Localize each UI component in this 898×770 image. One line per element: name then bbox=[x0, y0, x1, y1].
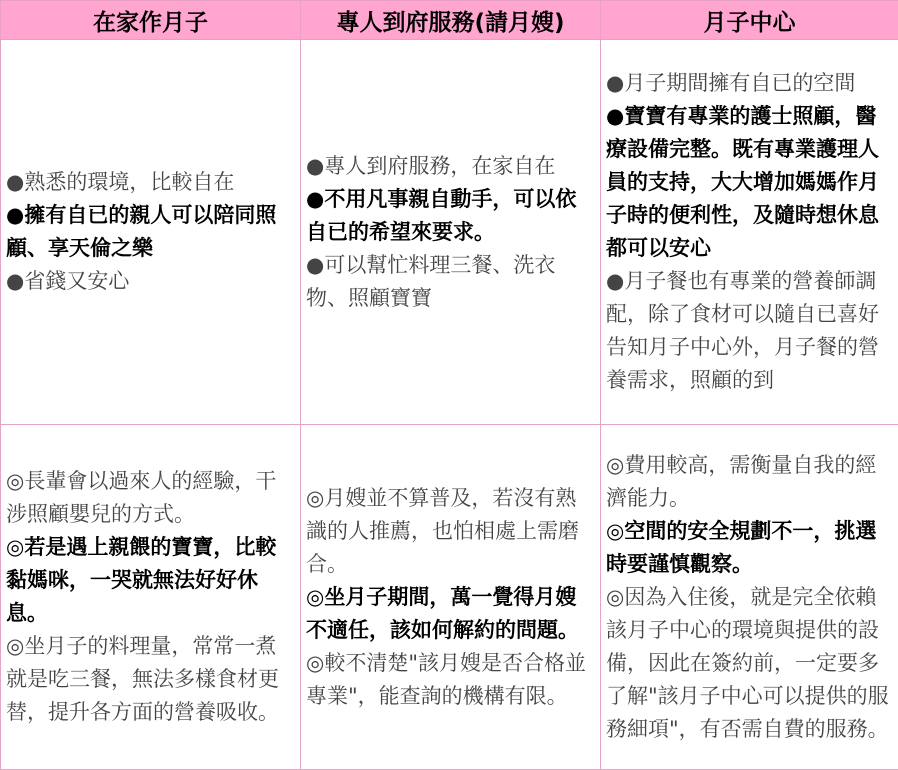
item: ◎坐月子期間，萬一覺得月嫂不適任，該如何解約的問題。 bbox=[306, 581, 595, 647]
item: ◎坐月子的料理量，常常一煮就是吃三餐，無法多樣食材更替，提升各方面的營養吸收。 bbox=[6, 630, 295, 729]
header-nanny: 專人到府服務(請月嫂) bbox=[301, 1, 601, 40]
cell-home-disadvantages bbox=[1, 425, 301, 770]
item: ◎長輩會以過來人的經驗，干涉照顧嬰兒的方式。 bbox=[6, 465, 295, 531]
item: ●熟悉的環境，比較自在 bbox=[6, 166, 295, 199]
item: ●專人到府服務，在家自在 bbox=[306, 150, 595, 183]
item: ◎費用較高，需衡量自我的經濟能力。 bbox=[606, 449, 893, 515]
cell-nanny-advantages bbox=[301, 40, 601, 425]
header-home: 在家作月子 bbox=[1, 1, 301, 40]
item: ●擁有自已的親人可以陪同照顧、享天倫之樂 bbox=[6, 199, 295, 265]
item: ●寶寶有專業的護士照顧，醫療設備完整。既有專業護理人員的支持，大大增加媽媽作月子時的便利性，及隨時想休息都可以安心 bbox=[606, 100, 893, 265]
item: ●可以幫忙料理三餐、洗衣物、照顧寶寶 bbox=[306, 249, 595, 315]
item: ◎若是遇上親餵的寶寶，比較黏媽咪，一哭就無法好好休息。 bbox=[6, 531, 295, 630]
item: ◎空間的安全規劃不一，挑選時要謹慎觀察。 bbox=[606, 515, 893, 581]
item: ◎因為入住後，就是完全依賴該月子中心的環境與提供的設備，因此在簽約前，一定要多了解"該月子中心可以提供的服務細項"，有否需自費的服務。 bbox=[606, 581, 893, 746]
header-center: 月子中心 bbox=[601, 1, 898, 40]
cell-center-advantages bbox=[601, 40, 898, 425]
item: ●省錢又安心 bbox=[6, 265, 295, 298]
advantages-row bbox=[1, 40, 898, 425]
item: ●月子餐也有專業的營養師調配，除了食材可以隨自已喜好告知月子中心外，月子餐的營養需求，照顧的到 bbox=[606, 265, 893, 397]
cell-center-disadvantages bbox=[601, 425, 898, 770]
disadvantages-row bbox=[1, 425, 898, 770]
item: ●月子期間擁有自已的空間 bbox=[606, 67, 893, 100]
cell-nanny-disadvantages bbox=[301, 425, 601, 770]
cell-home-advantages bbox=[1, 40, 301, 425]
item: ◎較不清楚"該月嫂是否合格並專業"，能查詢的機構有限。 bbox=[306, 647, 595, 713]
item: ◎月嫂並不算普及，若沒有熟識的人推薦，也怕相處上需磨合。 bbox=[306, 482, 595, 581]
item: ●不用凡事親自動手，可以依自已的希望來要求。 bbox=[306, 183, 595, 249]
header-row bbox=[1, 1, 898, 40]
